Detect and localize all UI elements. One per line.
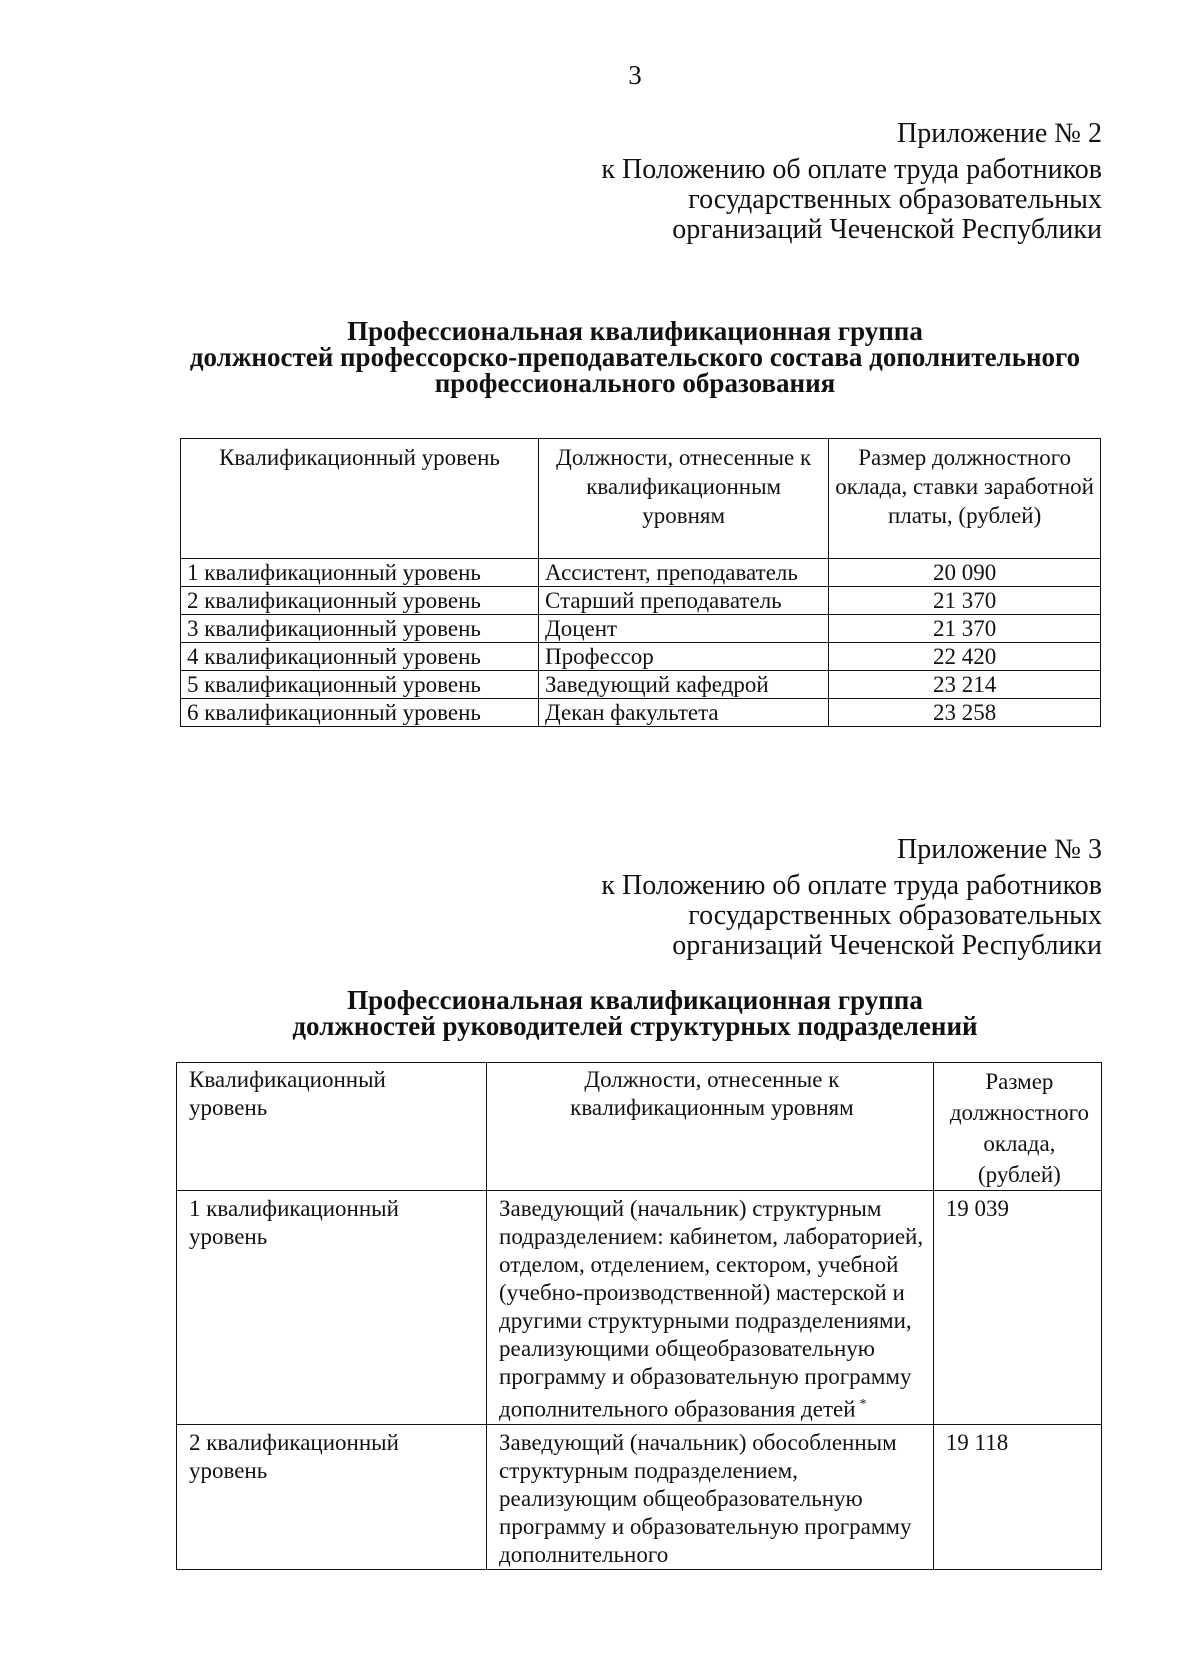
- appendix-2-ref-line: государственных образовательных: [688, 184, 1102, 215]
- cell-salary: 21 370: [829, 615, 1101, 643]
- salary-table-1: [180, 438, 1101, 727]
- group-2-title-line: Профессиональная квалификационная группа: [347, 985, 923, 1015]
- appendix-3-header: [601, 834, 1102, 961]
- group-2-title: [0, 987, 1200, 1039]
- cell-position: Декан факультета: [539, 699, 829, 727]
- appendix-3-ref-line: к Положению об оплате труда работников: [601, 870, 1102, 901]
- cell-salary: 19 118: [933, 1424, 1101, 1569]
- group-2-title-line: должностей руководителей структурных подразделений: [292, 1011, 978, 1041]
- header-position: Должности, отнесенные к квалификационным уровням: [539, 439, 829, 559]
- header-salary: Размер должностного оклада, ставки заработной платы, (рублей): [829, 439, 1101, 559]
- table-row: [181, 587, 1101, 615]
- table-row: [181, 615, 1101, 643]
- table-row: [177, 1191, 1102, 1425]
- appendix-2-header: [601, 118, 1102, 245]
- salary-table-2: [176, 1062, 1102, 1570]
- cell-level: 5 квалификационный уровень: [181, 671, 539, 699]
- cell-position-text: Заведующий (начальник) структурным подразделением: кабинетом, лабораторией, отделом, отделением, сектором, учебной (учебно-производственной) мастерской и другими структурными подразделениями, реализующими общеобразовательную программу и образовательную программу дополнительного образования детей: [499, 1196, 924, 1422]
- footnote-marker: *: [859, 1397, 867, 1412]
- table-header-row: [181, 439, 1101, 559]
- cell-position: Заведующий кафедрой: [539, 671, 829, 699]
- appendix-2-ref-line: к Положению об оплате труда работников: [601, 154, 1102, 185]
- appendix-2-reference: [601, 155, 1102, 245]
- cell-position: Профессор: [539, 643, 829, 671]
- table-header-row: [177, 1063, 1102, 1191]
- table-row: [181, 559, 1101, 587]
- group-1-title: [0, 318, 1200, 396]
- cell-level: [177, 1424, 487, 1569]
- group-1-title-line: Профессиональная квалификационная группа: [347, 316, 923, 346]
- header-salary: Размер должностного оклада, (рублей): [933, 1063, 1101, 1191]
- header-position: [487, 1063, 934, 1191]
- page-number: 3: [628, 60, 642, 90]
- appendix-3-ref-line: государственных образовательных: [688, 900, 1102, 931]
- table-row: [177, 1424, 1102, 1569]
- appendix-2-ref-line: организаций Чеченской Республики: [672, 214, 1102, 245]
- header-level: Квалификационный уровень: [181, 439, 539, 559]
- header-level-text: Квалификационный уровень: [189, 1067, 386, 1120]
- cell-salary: 20 090: [829, 559, 1101, 587]
- cell-position: [487, 1191, 934, 1425]
- cell-salary: 22 420: [829, 643, 1101, 671]
- table-row: [181, 643, 1101, 671]
- table-row: [181, 671, 1101, 699]
- header-level: [177, 1063, 487, 1191]
- group-1-title-line: должностей профессорско-преподавательского состава дополнительного: [189, 342, 1081, 372]
- appendix-3-reference: [601, 871, 1102, 961]
- appendix-2-title: Приложение № 2: [897, 118, 1102, 149]
- cell-position: Старший преподаватель: [539, 587, 829, 615]
- cell-salary: 21 370: [829, 587, 1101, 615]
- cell-salary: 19 039: [933, 1191, 1101, 1425]
- cell-salary: 23 214: [829, 671, 1101, 699]
- cell-level: 4 квалификационный уровень: [181, 643, 539, 671]
- table-row: [181, 699, 1101, 727]
- cell-level-text: 2 квалификационный уровень: [189, 1429, 399, 1483]
- header-position-text: Должности, отнесенные к квалификационным уровням: [570, 1067, 854, 1120]
- cell-level: 6 квалификационный уровень: [181, 699, 539, 727]
- cell-level-text: 1 квалификационный уровень: [189, 1196, 399, 1249]
- cell-position: Ассистент, преподаватель: [539, 559, 829, 587]
- appendix-3-title: Приложение № 3: [897, 834, 1102, 865]
- appendix-3-ref-line: организаций Чеченской Республики: [672, 930, 1102, 961]
- cell-position: Доцент: [539, 615, 829, 643]
- cell-level: 3 квалификационный уровень: [181, 615, 539, 643]
- group-1-title-line: профессионального образования: [434, 368, 836, 398]
- cell-salary: 23 258: [829, 699, 1101, 727]
- cell-level: [177, 1191, 487, 1425]
- cell-position: Заведующий (начальник) обособленным структурным подразделением, реализующим общеобразовательную программу и образовательную программу дополнительного: [487, 1424, 934, 1569]
- cell-level: 2 квалификационный уровень: [181, 587, 539, 615]
- cell-level: 1 квалификационный уровень: [181, 559, 539, 587]
